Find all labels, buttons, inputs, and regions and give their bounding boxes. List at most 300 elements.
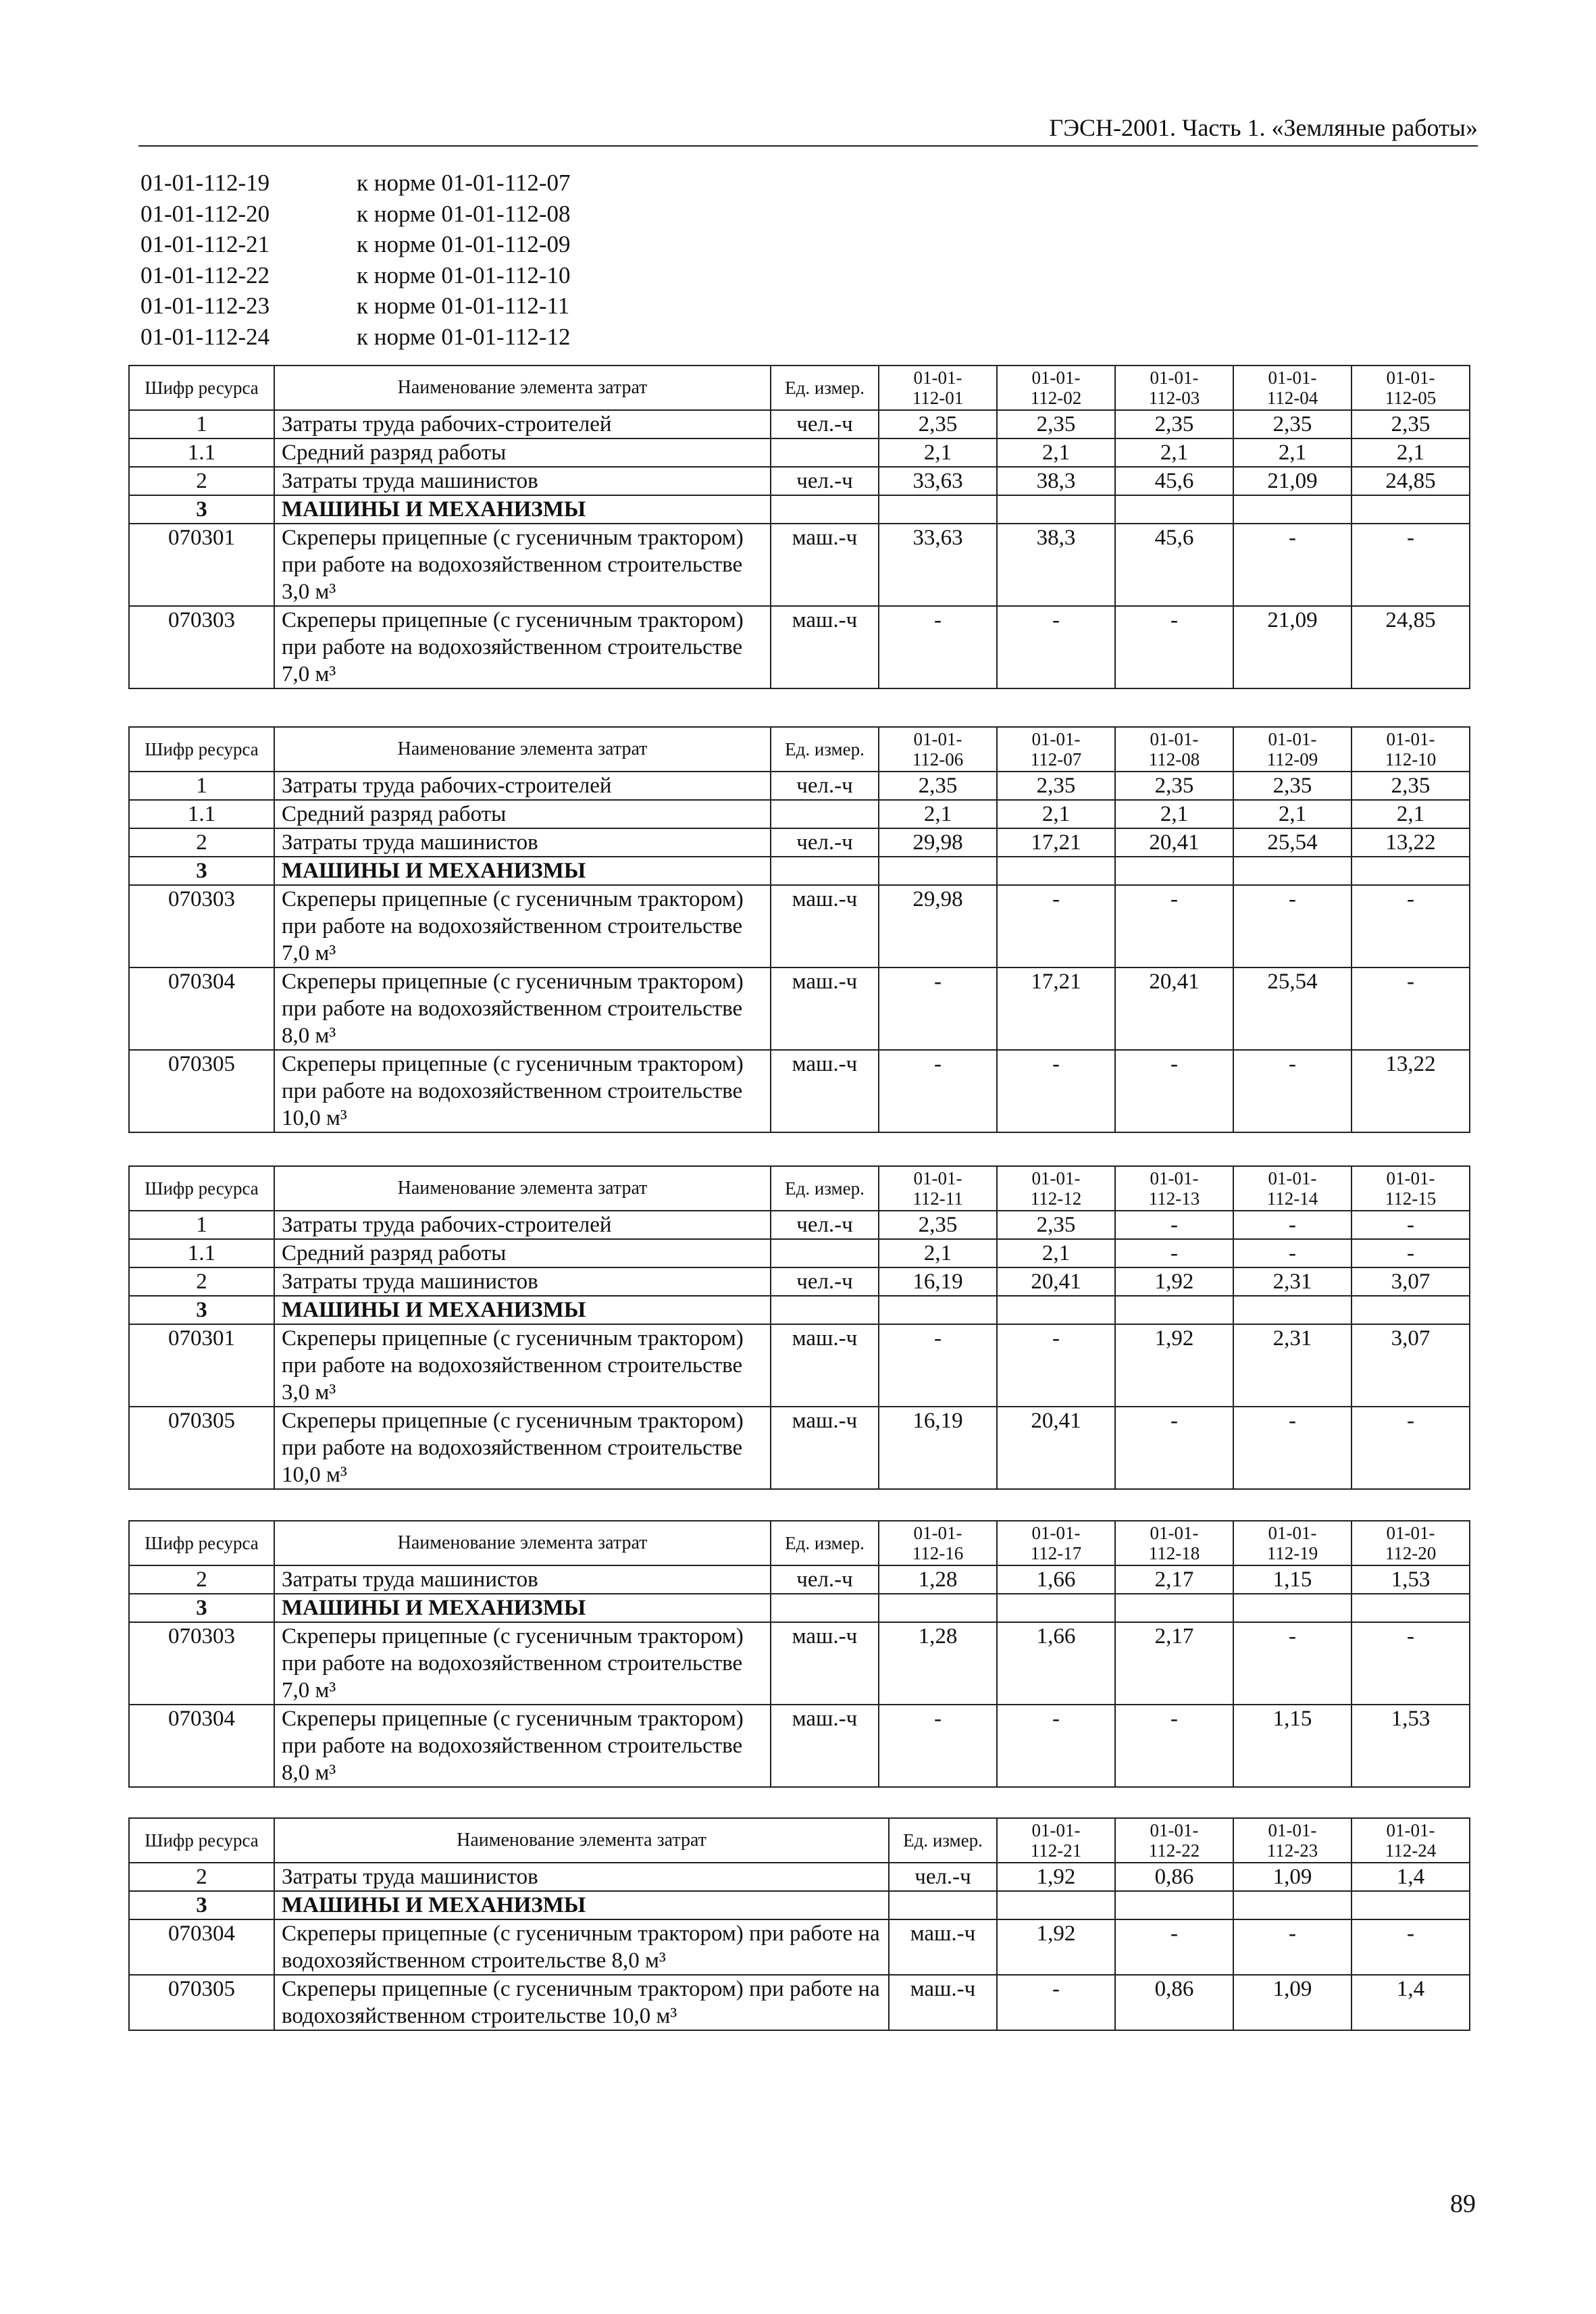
- norm-value: 16,19: [879, 1407, 997, 1489]
- norm-code-part: 112-14: [1266, 1188, 1318, 1209]
- norm-code: 01-01-112-19: [140, 170, 270, 196]
- norm-value: [1115, 1296, 1233, 1324]
- norm-value: 2,1: [879, 1239, 997, 1267]
- norm-value: [997, 1296, 1115, 1324]
- header-norm-code: [997, 1166, 1115, 1211]
- element-name: Скреперы прицепные (с гусеничным трактором) при работе на водохозяйственном строительстве 10,0 м³: [274, 1975, 889, 2030]
- norm-value: 2,35: [879, 772, 997, 800]
- norm-value: 2,35: [1352, 410, 1470, 438]
- header-norm-code: [1233, 1818, 1352, 1863]
- norm-value: [1352, 857, 1470, 885]
- norm-value: -: [997, 1705, 1115, 1787]
- norm-code-part: 112-22: [1148, 1840, 1200, 1861]
- unit-of-measure: [771, 1296, 879, 1324]
- norm-value: 1,28: [879, 1622, 997, 1705]
- unit-of-measure: [889, 1891, 997, 1919]
- resource-table: [128, 365, 1470, 689]
- header-norm-code: [1352, 1818, 1470, 1863]
- unit-of-measure: маш.-ч: [771, 1705, 879, 1787]
- norm-value: 1,4: [1352, 1975, 1470, 2030]
- resource-table: [128, 726, 1470, 1133]
- table-row: [129, 1211, 1470, 1239]
- norm-value: 3,07: [1352, 1324, 1470, 1407]
- norm-code: 01-01-112-20: [140, 200, 270, 227]
- norm-value: [1233, 1891, 1352, 1919]
- norm-value: -: [1233, 1919, 1352, 1975]
- norm-row: [140, 168, 571, 199]
- header-norm-code: [1233, 1166, 1352, 1211]
- element-name: Затраты труда машинистов: [274, 1565, 771, 1594]
- table-row: [129, 524, 1470, 606]
- header-norm-code: [1115, 366, 1233, 410]
- norm-value: -: [1352, 1239, 1470, 1267]
- norm-value: 1,53: [1352, 1565, 1470, 1594]
- norm-value: 2,1: [997, 438, 1115, 467]
- norm-value: 20,41: [1115, 967, 1233, 1050]
- norm-value: 2,35: [997, 410, 1115, 438]
- resource-table: [128, 1165, 1470, 1490]
- resource-code: 070304: [129, 1919, 274, 1975]
- norm-reference-list: [140, 168, 571, 352]
- norm-value: 45,6: [1115, 524, 1233, 606]
- norm-value: [879, 1594, 997, 1622]
- table-row: [129, 1565, 1470, 1594]
- norm-code-part: 112-23: [1266, 1840, 1318, 1861]
- norm-value: 2,1: [1233, 438, 1352, 467]
- element-name: МАШИНЫ И МЕХАНИЗМЫ: [274, 857, 771, 885]
- norm-code-part: 01-01-: [1386, 1168, 1435, 1188]
- norm-value: 2,35: [1115, 772, 1233, 800]
- norm-value: 1,09: [1233, 1863, 1352, 1891]
- norm-code-part: 01-01-: [1386, 368, 1435, 388]
- table-row: [129, 438, 1470, 467]
- norm-value: 25,54: [1233, 967, 1352, 1050]
- resource-code: 1.1: [129, 1239, 274, 1267]
- table-row: [129, 772, 1470, 800]
- unit-of-measure: [771, 495, 879, 524]
- header-element-name: Наименование элемента затрат: [274, 1521, 771, 1565]
- element-name: Скреперы прицепные (с гусеничным трактором) при работе на водохозяйственном строительстве 10,0 м³: [274, 1050, 771, 1132]
- norm-value: [879, 495, 997, 524]
- header-norm-code: [1352, 366, 1470, 410]
- table-row: [129, 1705, 1470, 1787]
- table-row: [129, 410, 1470, 438]
- unit-of-measure: маш.-ч: [771, 524, 879, 606]
- unit-of-measure: чел.-ч: [771, 772, 879, 800]
- norm-row: [140, 291, 571, 322]
- norm-value: 33,63: [879, 467, 997, 495]
- norm-value: 1,53: [1352, 1705, 1470, 1787]
- element-name: МАШИНЫ И МЕХАНИЗМЫ: [274, 495, 771, 524]
- norm-value: -: [997, 1975, 1115, 2030]
- resource-code: 1.1: [129, 438, 274, 467]
- norm-code-part: 01-01-: [1268, 1168, 1317, 1188]
- norm-value: [1233, 1594, 1352, 1622]
- header-norm-code: [1115, 1166, 1233, 1211]
- norm-value: 16,19: [879, 1267, 997, 1296]
- norm-ref: к норме 01-01-112-11: [357, 293, 570, 319]
- norm-value: 45,6: [1115, 467, 1233, 495]
- resource-table: [128, 1520, 1470, 1788]
- element-name: Затраты труда рабочих-строителей: [274, 410, 771, 438]
- norm-value: 2,1: [1352, 800, 1470, 828]
- norm-value: 2,35: [879, 1211, 997, 1239]
- norm-code-part: 01-01-: [1386, 729, 1435, 749]
- element-name: Затраты труда машинистов: [274, 467, 771, 495]
- resource-code: 3: [129, 1891, 274, 1919]
- norm-value: 13,22: [1352, 828, 1470, 857]
- norm-code-part: 01-01-: [1031, 1820, 1081, 1840]
- header-norm-code: [1115, 727, 1233, 772]
- norm-value: 0,86: [1115, 1863, 1233, 1891]
- norm-row: [140, 260, 571, 291]
- norm-value: 20,41: [997, 1407, 1115, 1489]
- norm-value: -: [1352, 1407, 1470, 1489]
- norm-code-part: 01-01-: [1150, 729, 1199, 749]
- norm-value: 2,1: [1115, 800, 1233, 828]
- element-name: Скреперы прицепные (с гусеничным трактором) при работе на водохозяйственном строительстве 8,0 м³: [274, 1919, 889, 1975]
- unit-of-measure: маш.-ч: [771, 967, 879, 1050]
- norm-code-part: 01-01-: [1268, 1523, 1317, 1543]
- table-row: [129, 967, 1470, 1050]
- norm-code-part: 112-18: [1148, 1543, 1200, 1563]
- table-header-row: [129, 727, 1470, 772]
- norm-code-part: 112-10: [1385, 749, 1437, 770]
- norm-value: -: [997, 1050, 1115, 1132]
- unit-of-measure: [771, 438, 879, 467]
- norm-value: 38,3: [997, 524, 1115, 606]
- table-row: [129, 857, 1470, 885]
- norm-code-part: 112-16: [912, 1543, 964, 1563]
- table-row: [129, 828, 1470, 857]
- norm-value: 2,35: [1115, 410, 1233, 438]
- element-name: Средний разряд работы: [274, 438, 771, 467]
- table-row: [129, 1594, 1470, 1622]
- norm-value: [997, 857, 1115, 885]
- norm-value: [1352, 1296, 1470, 1324]
- norm-value: 24,85: [1352, 606, 1470, 688]
- table-row: [129, 606, 1470, 688]
- norm-value: -: [1233, 885, 1352, 967]
- resource-code: 070301: [129, 524, 274, 606]
- norm-value: -: [1352, 1919, 1470, 1975]
- norm-value: [1352, 1891, 1470, 1919]
- norm-value: [1233, 1296, 1352, 1324]
- norm-code-part: 01-01-: [913, 1168, 962, 1188]
- header-norm-code: [879, 727, 997, 772]
- norm-value: 2,35: [879, 410, 997, 438]
- table-row: [129, 467, 1470, 495]
- page-number: 89: [1450, 2190, 1476, 2218]
- norm-row: [140, 322, 571, 353]
- norm-value: [879, 1296, 997, 1324]
- norm-value: 17,21: [997, 828, 1115, 857]
- norm-value: 1,15: [1233, 1565, 1352, 1594]
- unit-of-measure: чел.-ч: [771, 1211, 879, 1239]
- header-unit: Ед. измер.: [771, 366, 879, 410]
- norm-value: 20,41: [997, 1267, 1115, 1296]
- table-row: [129, 1622, 1470, 1705]
- unit-of-measure: маш.-ч: [771, 606, 879, 688]
- norm-ref: к норме 01-01-112-10: [357, 261, 571, 288]
- page-header: [138, 111, 1478, 147]
- header-resource-code: Шифр ресурса: [129, 727, 274, 772]
- header-unit: Ед. измер.: [771, 727, 879, 772]
- norm-code-part: 01-01-: [913, 1523, 962, 1543]
- norm-code-part: 01-01-: [1150, 368, 1199, 388]
- resource-code: 2: [129, 1565, 274, 1594]
- table-row: [129, 1407, 1470, 1489]
- element-name: МАШИНЫ И МЕХАНИЗМЫ: [274, 1891, 889, 1919]
- norm-code-part: 112-19: [1266, 1543, 1318, 1563]
- resource-code: 2: [129, 467, 274, 495]
- header-title: ГЭСН-2001. Часть 1. «Земляные работы»: [1049, 114, 1478, 141]
- element-name: Затраты труда рабочих-строителей: [274, 772, 771, 800]
- resource-code: 1: [129, 410, 274, 438]
- element-name: Скреперы прицепные (с гусеничным трактором) при работе на водохозяйственном строительстве 7,0 м³: [274, 1622, 771, 1705]
- header-norm-code: [1233, 1521, 1352, 1565]
- unit-of-measure: чел.-ч: [771, 410, 879, 438]
- norm-value: -: [1352, 967, 1470, 1050]
- norm-code-part: 01-01-: [1031, 1168, 1081, 1188]
- unit-of-measure: [771, 1239, 879, 1267]
- header-norm-code: [879, 1521, 997, 1565]
- table-row: [129, 495, 1470, 524]
- unit-of-measure: чел.-ч: [771, 1565, 879, 1594]
- norm-code: 01-01-112-24: [140, 323, 270, 350]
- header-norm-code: [1233, 366, 1352, 410]
- resource-code: 3: [129, 1594, 274, 1622]
- norm-code-part: 01-01-: [1150, 1168, 1199, 1188]
- norm-ref: к норме 01-01-112-12: [357, 323, 571, 350]
- header-resource-code: Шифр ресурса: [129, 1818, 274, 1863]
- header-norm-code: [1352, 727, 1470, 772]
- element-name: Скреперы прицепные (с гусеничным трактором) при работе на водохозяйственном строительстве 7,0 м³: [274, 885, 771, 967]
- norm-code-part: 112-05: [1385, 388, 1437, 408]
- norm-value: -: [1352, 524, 1470, 606]
- norm-value: 13,22: [1352, 1050, 1470, 1132]
- norm-value: 1,66: [997, 1622, 1115, 1705]
- resource-code: 070303: [129, 1622, 274, 1705]
- norm-value: 20,41: [1115, 828, 1233, 857]
- norm-code-part: 01-01-: [1031, 729, 1081, 749]
- header-element-name: Наименование элемента затрат: [274, 727, 771, 772]
- norm-ref: к норме 01-01-112-08: [357, 200, 571, 227]
- norm-value: -: [1115, 1050, 1233, 1132]
- element-name: МАШИНЫ И МЕХАНИЗМЫ: [274, 1594, 771, 1622]
- unit-of-measure: чел.-ч: [771, 828, 879, 857]
- unit-of-measure: чел.-ч: [771, 467, 879, 495]
- norm-code-part: 01-01-: [1268, 368, 1317, 388]
- norm-value: -: [997, 606, 1115, 688]
- norm-value: 1,09: [1233, 1975, 1352, 2030]
- norm-value: -: [1233, 1211, 1352, 1239]
- unit-of-measure: маш.-ч: [771, 1622, 879, 1705]
- unit-of-measure: маш.-ч: [889, 1975, 997, 2030]
- norm-value: [1352, 495, 1470, 524]
- element-name: Затраты труда машинистов: [274, 1863, 889, 1891]
- header-unit: Ед. измер.: [889, 1818, 997, 1863]
- table-row: [129, 1050, 1470, 1132]
- resource-code: 2: [129, 1863, 274, 1891]
- table-row: [129, 1891, 1470, 1919]
- header-norm-code: [1352, 1166, 1470, 1211]
- unit-of-measure: [771, 1594, 879, 1622]
- norm-value: 3,07: [1352, 1267, 1470, 1296]
- norm-value: [879, 857, 997, 885]
- norm-code-part: 112-15: [1385, 1188, 1437, 1209]
- norm-value: -: [1115, 1407, 1233, 1489]
- norm-value: [997, 1891, 1115, 1919]
- norm-value: -: [879, 1050, 997, 1132]
- header-norm-code: [879, 366, 997, 410]
- norm-value: 1,92: [1115, 1267, 1233, 1296]
- element-name: Затраты труда рабочих-строителей: [274, 1211, 771, 1239]
- table-row: [129, 1975, 1470, 2030]
- unit-of-measure: маш.-ч: [771, 1324, 879, 1407]
- norm-row: [140, 199, 571, 230]
- norm-code: 01-01-112-21: [140, 231, 270, 257]
- norm-value: 25,54: [1233, 828, 1352, 857]
- resource-code: 2: [129, 1267, 274, 1296]
- norm-value: 1,4: [1352, 1863, 1470, 1891]
- table-row: [129, 1296, 1470, 1324]
- element-name: Скреперы прицепные (с гусеничным трактором) при работе на водохозяйственном строительстве 7,0 м³: [274, 606, 771, 688]
- norm-value: 29,98: [879, 828, 997, 857]
- norm-value: -: [1352, 1211, 1470, 1239]
- norm-code-part: 01-01-: [1031, 1523, 1081, 1543]
- header-norm-code: [997, 1521, 1115, 1565]
- header-norm-code: [997, 366, 1115, 410]
- unit-of-measure: [771, 857, 879, 885]
- header-unit: Ед. измер.: [771, 1166, 879, 1211]
- norm-value: 1,28: [879, 1565, 997, 1594]
- element-name: Средний разряд работы: [274, 800, 771, 828]
- norm-value: 33,63: [879, 524, 997, 606]
- norm-value: 21,09: [1233, 606, 1352, 688]
- norm-code-part: 112-04: [1266, 388, 1318, 408]
- norm-value: 2,1: [997, 1239, 1115, 1267]
- norm-value: 24,85: [1352, 467, 1470, 495]
- unit-of-measure: маш.-ч: [771, 1407, 879, 1489]
- header-resource-code: Шифр ресурса: [129, 366, 274, 410]
- norm-code-part: 01-01-: [913, 729, 962, 749]
- norm-value: -: [1115, 1211, 1233, 1239]
- table-row: [129, 800, 1470, 828]
- norm-value: -: [997, 1324, 1115, 1407]
- norm-value: 2,35: [997, 772, 1115, 800]
- header-resource-code: Шифр ресурса: [129, 1521, 274, 1565]
- norm-value: 2,1: [879, 438, 997, 467]
- norm-code-part: 112-08: [1148, 749, 1200, 770]
- norm-code-part: 01-01-: [1386, 1523, 1435, 1543]
- norm-value: 17,21: [997, 967, 1115, 1050]
- unit-of-measure: маш.-ч: [889, 1919, 997, 1975]
- table-header-row: [129, 1166, 1470, 1211]
- unit-of-measure: чел.-ч: [889, 1863, 997, 1891]
- norm-value: [1115, 495, 1233, 524]
- table-row: [129, 1919, 1470, 1975]
- norm-value: [997, 1594, 1115, 1622]
- header-element-name: Наименование элемента затрат: [274, 366, 771, 410]
- norm-value: 1,15: [1233, 1705, 1352, 1787]
- norm-value: -: [1352, 1622, 1470, 1705]
- norm-value: 2,35: [997, 1211, 1115, 1239]
- norm-value: -: [1352, 885, 1470, 967]
- norm-value: [1233, 857, 1352, 885]
- norm-code-part: 01-01-: [1386, 1820, 1435, 1840]
- norm-code-part: 112-12: [1030, 1188, 1082, 1209]
- norm-code-part: 112-17: [1030, 1543, 1082, 1563]
- norm-code-part: 01-01-: [1268, 729, 1317, 749]
- norm-code-part: 112-09: [1266, 749, 1318, 770]
- norm-value: -: [1115, 1705, 1233, 1787]
- norm-value: -: [1233, 1239, 1352, 1267]
- norm-code-part: 112-24: [1385, 1840, 1437, 1861]
- header-norm-code: [1115, 1818, 1233, 1863]
- norm-value: 1,92: [997, 1863, 1115, 1891]
- norm-value: 38,3: [997, 467, 1115, 495]
- header-norm-code: [1352, 1521, 1470, 1565]
- resource-code: 070304: [129, 967, 274, 1050]
- header-norm-code: [997, 1818, 1115, 1863]
- norm-code-part: 112-01: [912, 388, 964, 408]
- norm-value: [1233, 495, 1352, 524]
- norm-value: [1115, 1594, 1233, 1622]
- resource-code: 070305: [129, 1050, 274, 1132]
- norm-value: 2,1: [997, 800, 1115, 828]
- norm-value: 2,31: [1233, 1324, 1352, 1407]
- norm-ref: к норме 01-01-112-07: [357, 170, 571, 196]
- norm-value: 2,31: [1233, 1267, 1352, 1296]
- table-row: [129, 1863, 1470, 1891]
- norm-ref: к норме 01-01-112-09: [357, 231, 571, 257]
- element-name: МАШИНЫ И МЕХАНИЗМЫ: [274, 1296, 771, 1324]
- norm-value: -: [879, 1705, 997, 1787]
- norm-code: 01-01-112-23: [140, 293, 270, 319]
- norm-value: -: [1115, 885, 1233, 967]
- norm-value: 2,35: [1233, 410, 1352, 438]
- resource-code: 3: [129, 1296, 274, 1324]
- table-row: [129, 1239, 1470, 1267]
- resource-code: 1: [129, 772, 274, 800]
- table-header-row: [129, 1521, 1470, 1565]
- norm-value: -: [1233, 1407, 1352, 1489]
- norm-value: 2,1: [1233, 800, 1352, 828]
- norm-value: 1,92: [997, 1919, 1115, 1975]
- norm-value: 21,09: [1233, 467, 1352, 495]
- header-element-name: Наименование элемента затрат: [274, 1166, 771, 1211]
- norm-value: -: [1115, 606, 1233, 688]
- table-row: [129, 885, 1470, 967]
- norm-code-part: 112-07: [1030, 749, 1082, 770]
- resource-code: 3: [129, 857, 274, 885]
- resource-code: 1: [129, 1211, 274, 1239]
- norm-value: -: [997, 885, 1115, 967]
- norm-value: 2,35: [1233, 772, 1352, 800]
- unit-of-measure: [771, 800, 879, 828]
- header-norm-code: [879, 1166, 997, 1211]
- table-header-row: [129, 366, 1470, 410]
- norm-row: [140, 229, 571, 260]
- element-name: Скреперы прицепные (с гусеничным трактором) при работе на водохозяйственном строительстве 3,0 м³: [274, 1324, 771, 1407]
- element-name: Скреперы прицепные (с гусеничным трактором) при работе на водохозяйственном строительстве 8,0 м³: [274, 967, 771, 1050]
- element-name: Скреперы прицепные (с гусеничным трактором) при работе на водохозяйственном строительстве 8,0 м³: [274, 1705, 771, 1787]
- norm-value: 1,92: [1115, 1324, 1233, 1407]
- norm-value: -: [1233, 1622, 1352, 1705]
- header-norm-code: [1233, 727, 1352, 772]
- unit-of-measure: чел.-ч: [771, 1267, 879, 1296]
